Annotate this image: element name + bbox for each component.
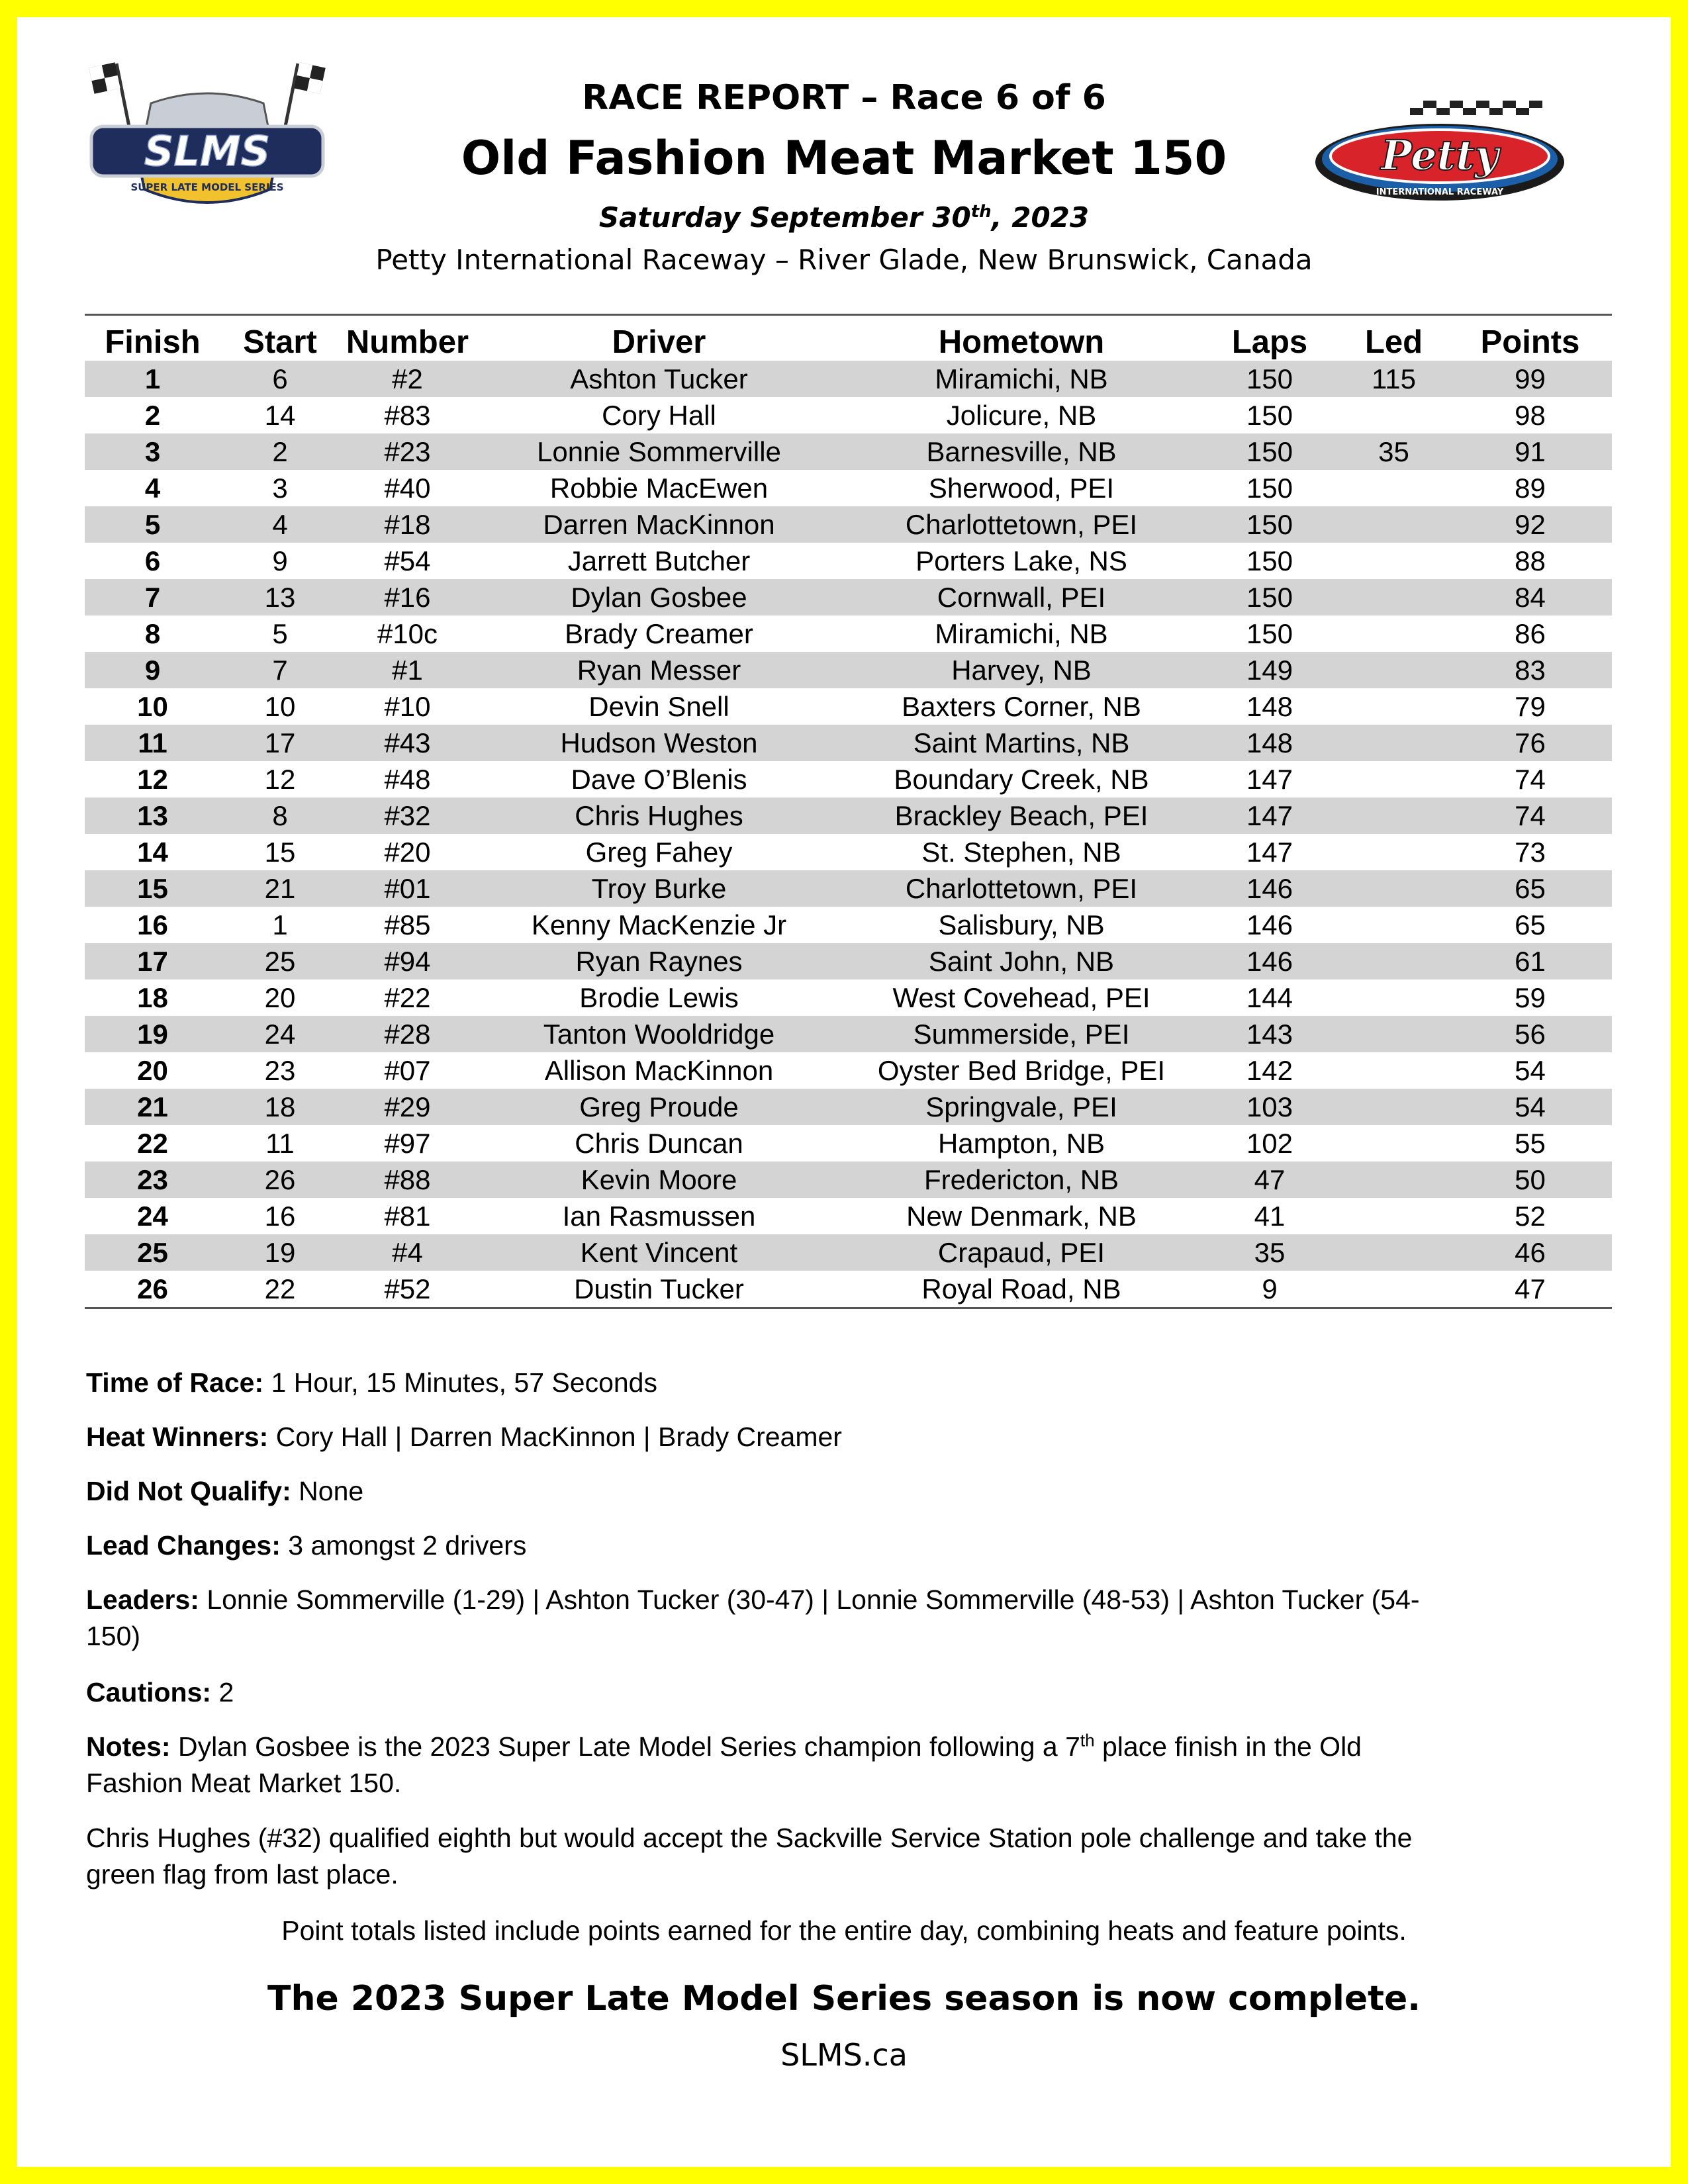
col-laps: Laps: [1231, 324, 1308, 360]
cell-finish: 24: [137, 1201, 168, 1232]
cell-driver: Ryan Messer: [475, 652, 843, 688]
cell-laps: 150: [1200, 433, 1339, 470]
lead-changes: Lead Changes: 3 amongst 2 drivers: [86, 1530, 527, 1561]
heat-winners: Heat Winners: Cory Hall | Darren MacKinnon | Brady Creamer: [86, 1422, 842, 1452]
table-row: [85, 797, 1612, 834]
website-link[interactable]: SLMS.ca: [780, 2037, 908, 2073]
cell-points: 54: [1515, 1055, 1546, 1086]
cell-points: 88: [1515, 545, 1546, 576]
cell-finish: 9: [85, 652, 220, 688]
petty-logo-text: Petty: [1381, 131, 1499, 179]
table-row: [85, 1052, 1612, 1089]
cell-points: 46: [1448, 1234, 1612, 1271]
cell-led: [1339, 1016, 1448, 1052]
cell-driver: Tanton Wooldridge: [475, 1016, 843, 1052]
cell-driver: Greg Proude: [475, 1089, 843, 1125]
cell-laps: 142: [1246, 1055, 1293, 1086]
cell-finish: 5: [85, 506, 220, 543]
race-location: Petty International Raceway – River Glade, New Brunswick, Canada: [375, 244, 1313, 276]
cell-points: 65: [1515, 909, 1546, 940]
cell-number: #10c: [377, 618, 438, 649]
col-number: Number: [346, 324, 469, 360]
table-row: [85, 870, 1612, 907]
table-row: [85, 834, 1612, 870]
cell-led: [1339, 652, 1448, 688]
cell-start: 23: [264, 1055, 296, 1086]
cell-points: 92: [1448, 506, 1612, 543]
cell-start: 11: [265, 1128, 295, 1159]
cell-number: #88: [340, 1161, 475, 1198]
cell-finish: 21: [85, 1089, 220, 1125]
table-row: [85, 943, 1612, 979]
cell-hometown: West Covehead, PEI: [892, 982, 1150, 1013]
cell-laps: 148: [1246, 691, 1293, 722]
cell-hometown: Miramichi, NB: [935, 618, 1108, 649]
cell-start: 16: [264, 1201, 296, 1232]
cell-start: 9: [272, 545, 288, 576]
col-finish: Finish: [105, 324, 201, 360]
col-points: Points: [1480, 324, 1580, 360]
table-row: [85, 1089, 1612, 1125]
cell-points: 98: [1515, 400, 1546, 431]
cell-finish: 16: [137, 909, 168, 940]
table-row: [85, 615, 1612, 652]
cell-points: 74: [1515, 764, 1546, 795]
cell-start: 6: [220, 361, 340, 397]
cell-hometown: Crapaud, PEI: [843, 1234, 1200, 1271]
petty-logo-subtext: INTERNATIONAL RACEWAY: [1376, 187, 1504, 197]
cell-driver: Brady Creamer: [565, 618, 753, 649]
cell-laps: 47: [1200, 1161, 1339, 1198]
cell-start: 7: [220, 652, 340, 688]
cell-hometown: Charlottetown, PEI: [843, 506, 1200, 543]
cell-led: [1339, 1234, 1448, 1271]
table-row: [85, 361, 1612, 397]
cell-finish: 19: [85, 1016, 220, 1052]
cell-led: [1339, 1089, 1448, 1125]
cell-start: 1: [272, 909, 288, 940]
col-led: Led: [1364, 324, 1423, 360]
cell-laps: 146: [1200, 943, 1339, 979]
cell-points: 76: [1448, 725, 1612, 761]
cell-finish: 15: [85, 870, 220, 907]
cell-laps: 146: [1200, 870, 1339, 907]
pole-challenge-note: Chris Hughes (#32) qualified eighth but would accept the Sackville Service Station pole challenge and take the green flag from last place.: [86, 1823, 1413, 1889]
table-row: [85, 470, 1612, 506]
table-row: [85, 1271, 1612, 1308]
table-row: [85, 543, 1612, 579]
leaders: Leaders: Lonnie Sommerville (1-29) | Ashton Tucker (30-47) | Lonnie Sommerville (48-53) | Ashton Tucker (54- 150): [86, 1584, 1420, 1651]
cell-finish: 14: [137, 837, 168, 868]
cell-laps: 148: [1200, 725, 1339, 761]
cell-finish: 25: [85, 1234, 220, 1271]
cell-hometown: Baxters Corner, NB: [902, 691, 1141, 722]
cell-driver: Brodie Lewis: [579, 982, 739, 1013]
cell-hometown: Barnesville, NB: [843, 433, 1200, 470]
cell-start: 21: [220, 870, 340, 907]
cell-laps: 41: [1254, 1201, 1286, 1232]
cell-points: 47: [1515, 1273, 1546, 1304]
cell-finish: 12: [137, 764, 168, 795]
table-row: [85, 1198, 1612, 1234]
cell-led: [1339, 579, 1448, 615]
cell-finish: 4: [144, 473, 161, 504]
cell-number: #32: [340, 797, 475, 834]
cell-led: [1339, 470, 1448, 506]
cell-start: 8: [220, 797, 340, 834]
cell-laps: 150: [1200, 506, 1339, 543]
col-hometown: Hometown: [938, 324, 1105, 360]
cell-driver: Kevin Moore: [475, 1161, 843, 1198]
table-row: [85, 652, 1612, 688]
cell-finish: 3: [85, 433, 220, 470]
cell-start: 20: [264, 982, 296, 1013]
cell-laps: 143: [1200, 1016, 1339, 1052]
cell-driver: Kenny MacKenzie Jr: [531, 909, 787, 940]
points-note: Point totals listed include points earned for the entire day, combining heats and feature points.: [281, 1915, 1407, 1946]
cell-laps: 103: [1200, 1089, 1339, 1125]
cell-points: 65: [1448, 870, 1612, 907]
cell-laps: 147: [1246, 837, 1293, 868]
cell-driver: Darren MacKinnon: [475, 506, 843, 543]
cell-led: [1339, 1198, 1448, 1234]
cell-led: [1339, 1161, 1448, 1198]
cell-laps: 144: [1246, 982, 1293, 1013]
cell-number: #1: [340, 652, 475, 688]
cell-finish: 18: [137, 982, 168, 1013]
table-row: [85, 1161, 1612, 1198]
cell-number: #83: [384, 400, 431, 431]
cell-points: 84: [1448, 579, 1612, 615]
cell-number: #97: [384, 1128, 431, 1159]
cell-hometown: New Denmark, NB: [906, 1201, 1137, 1232]
cell-hometown: Fredericton, NB: [843, 1161, 1200, 1198]
cell-laps: 150: [1200, 579, 1339, 615]
cell-start: 25: [220, 943, 340, 979]
slms-logo-subtext: SUPER LATE MODEL SERIES: [130, 181, 284, 193]
cell-hometown: Cornwall, PEI: [843, 579, 1200, 615]
cell-number: #07: [384, 1055, 431, 1086]
cell-driver: Allison MacKinnon: [544, 1055, 774, 1086]
slms-logo-text: SLMS: [144, 127, 271, 175]
cell-laps: 147: [1200, 797, 1339, 834]
cell-points: 99: [1448, 361, 1612, 397]
cell-driver: Chris Hughes: [475, 797, 843, 834]
cell-start: 13: [220, 579, 340, 615]
cell-hometown: Saint Martins, NB: [843, 725, 1200, 761]
cell-number: #22: [384, 982, 431, 1013]
cell-laps: 150: [1200, 361, 1339, 397]
cell-hometown: Charlottetown, PEI: [843, 870, 1200, 907]
cell-number: #28: [340, 1016, 475, 1052]
table-row: [85, 979, 1612, 1016]
cell-laps: 35: [1200, 1234, 1339, 1271]
cell-start: 5: [272, 618, 288, 649]
cell-led: [1339, 1125, 1448, 1161]
cell-laps: 102: [1246, 1128, 1293, 1159]
cell-number: #20: [384, 837, 431, 868]
cell-number: #18: [340, 506, 475, 543]
cell-number: #54: [384, 545, 431, 576]
cautions: Cautions: 2: [86, 1677, 234, 1707]
cell-led: [1339, 797, 1448, 834]
cell-led: [1339, 688, 1448, 725]
cell-number: #4: [340, 1234, 475, 1271]
cell-led: [1339, 397, 1448, 433]
cell-hometown: Saint John, NB: [843, 943, 1200, 979]
checkered-banner-icon: [1410, 101, 1542, 115]
cell-number: #94: [340, 943, 475, 979]
table-row: [85, 761, 1612, 797]
cell-finish: 13: [85, 797, 220, 834]
cell-number: #85: [384, 909, 431, 940]
table-row: [85, 506, 1612, 543]
cell-start: 26: [220, 1161, 340, 1198]
cell-start: 17: [220, 725, 340, 761]
cell-led: [1339, 761, 1448, 797]
cell-hometown: Oyster Bed Bridge, PEI: [877, 1055, 1166, 1086]
cell-number: #23: [340, 433, 475, 470]
cell-driver: Dave O’Blenis: [571, 764, 747, 795]
table-row: [85, 397, 1612, 433]
cell-laps: 150: [1246, 400, 1293, 431]
cell-start: 10: [264, 691, 296, 722]
cell-led: 115: [1339, 361, 1448, 397]
cell-driver: Kent Vincent: [475, 1234, 843, 1271]
cell-start: 15: [264, 837, 296, 868]
cell-points: 86: [1515, 618, 1546, 649]
time-of-race: Time of Race: 1 Hour, 15 Minutes, 57 Seconds: [86, 1367, 657, 1398]
cell-hometown: Jolicure, NB: [946, 400, 1097, 431]
cell-laps: 150: [1246, 473, 1293, 504]
cell-led: [1339, 943, 1448, 979]
cell-finish: 26: [137, 1273, 168, 1304]
table-row: [85, 1234, 1612, 1271]
cell-start: 18: [220, 1089, 340, 1125]
cell-finish: 8: [144, 618, 161, 649]
cell-driver: Ian Rasmussen: [562, 1201, 756, 1232]
cell-points: 54: [1448, 1089, 1612, 1125]
table-row: [85, 579, 1612, 615]
cell-laps: 149: [1200, 652, 1339, 688]
report-title: RACE REPORT – Race 6 of 6: [582, 78, 1106, 118]
col-driver: Driver: [612, 324, 706, 360]
race-date: Saturday September 30th, 2023: [598, 201, 1090, 234]
table-header-row: [85, 315, 1612, 361]
cell-points: 73: [1515, 837, 1546, 868]
cell-start: 4: [220, 506, 340, 543]
cell-driver: Lonnie Sommerville: [475, 433, 843, 470]
col-start: Start: [243, 324, 317, 360]
cell-led: [1339, 725, 1448, 761]
cell-hometown: Summerside, PEI: [843, 1016, 1200, 1052]
cell-led: [1339, 615, 1448, 652]
cell-start: 2: [220, 433, 340, 470]
cell-led: 35: [1339, 433, 1448, 470]
cell-driver: Dustin Tucker: [574, 1273, 744, 1304]
cell-led: [1339, 1271, 1448, 1308]
checkered-flag-left-icon: [89, 62, 130, 130]
cell-points: 83: [1448, 652, 1612, 688]
cell-driver: Hudson Weston: [475, 725, 843, 761]
cell-start: 14: [264, 400, 296, 431]
table-row: [85, 1125, 1612, 1161]
cell-hometown: Royal Road, NB: [921, 1273, 1121, 1304]
cell-number: #43: [340, 725, 475, 761]
cell-points: 50: [1448, 1161, 1612, 1198]
cell-start: 19: [220, 1234, 340, 1271]
cell-number: #10: [384, 691, 431, 722]
race-name: Old Fashion Meat Market 150: [461, 131, 1227, 185]
cell-finish: 22: [137, 1128, 168, 1159]
cell-laps: 150: [1246, 618, 1293, 649]
cell-driver: Ashton Tucker: [475, 361, 843, 397]
cell-hometown: Hampton, NB: [937, 1128, 1105, 1159]
cell-number: #01: [340, 870, 475, 907]
cell-laps: 147: [1246, 764, 1293, 795]
cell-start: 24: [220, 1016, 340, 1052]
cell-points: 55: [1515, 1128, 1546, 1159]
table-row: [85, 1016, 1612, 1052]
cell-points: 74: [1448, 797, 1612, 834]
cell-points: 61: [1448, 943, 1612, 979]
cell-finish: 17: [85, 943, 220, 979]
cell-points: 79: [1515, 691, 1546, 722]
cell-finish: 2: [144, 400, 161, 431]
table-row: [85, 433, 1612, 470]
cell-hometown: Sherwood, PEI: [928, 473, 1115, 504]
cell-led: [1339, 979, 1448, 1016]
cell-finish: 11: [85, 725, 220, 761]
did-not-qualify: Did Not Qualify: None: [86, 1476, 364, 1506]
cell-hometown: Brackley Beach, PEI: [843, 797, 1200, 834]
cell-number: #81: [384, 1201, 431, 1232]
results-table: [85, 314, 1612, 1309]
cell-hometown: Springvale, PEI: [843, 1089, 1200, 1125]
cell-driver: Ryan Raynes: [475, 943, 843, 979]
season-complete: The 2023 Super Late Model Series season is now complete.: [267, 1979, 1421, 2019]
cell-start: 22: [264, 1273, 296, 1304]
cell-finish: 7: [85, 579, 220, 615]
cell-start: 12: [264, 764, 296, 795]
cell-hometown: Miramichi, NB: [843, 361, 1200, 397]
table-row: [85, 688, 1612, 725]
cell-driver: Troy Burke: [475, 870, 843, 907]
cell-led: [1339, 1052, 1448, 1089]
results-body: [85, 361, 1612, 1308]
cell-led: [1339, 834, 1448, 870]
table-row: [85, 907, 1612, 943]
cell-laps: 9: [1262, 1273, 1278, 1304]
cell-driver: Greg Fahey: [585, 837, 733, 868]
cell-led: [1339, 543, 1448, 579]
cell-points: 52: [1515, 1201, 1546, 1232]
cell-laps: 146: [1246, 909, 1293, 940]
cell-points: 89: [1515, 473, 1546, 504]
cell-driver: Chris Duncan: [575, 1128, 743, 1159]
cell-number: #2: [340, 361, 475, 397]
cell-laps: 150: [1246, 545, 1293, 576]
cell-finish: 1: [85, 361, 220, 397]
cell-led: [1339, 506, 1448, 543]
cell-number: #52: [384, 1273, 431, 1304]
cell-finish: 23: [85, 1161, 220, 1198]
cell-hometown: St. Stephen, NB: [921, 837, 1121, 868]
cell-hometown: Porters Lake, NS: [915, 545, 1127, 576]
cell-led: [1339, 907, 1448, 943]
cell-points: 56: [1448, 1016, 1612, 1052]
cell-driver: Dylan Gosbee: [475, 579, 843, 615]
cell-start: 3: [272, 473, 288, 504]
cell-led: [1339, 870, 1448, 907]
cell-hometown: Salisbury, NB: [938, 909, 1105, 940]
cell-number: #48: [384, 764, 431, 795]
cell-driver: Robbie MacEwen: [549, 473, 769, 504]
cell-number: #29: [340, 1089, 475, 1125]
cell-number: #16: [340, 579, 475, 615]
cell-points: 91: [1448, 433, 1612, 470]
cell-number: #40: [384, 473, 431, 504]
cell-driver: Jarrett Butcher: [567, 545, 751, 576]
cell-finish: 10: [137, 691, 168, 722]
cell-driver: Devin Snell: [588, 691, 729, 722]
cell-hometown: Harvey, NB: [843, 652, 1200, 688]
cell-finish: 6: [144, 545, 161, 576]
cell-points: 59: [1515, 982, 1546, 1013]
notes: Notes: Dylan Gosbee is the 2023 Super Late Model Series champion following a 7th place finish in the Old Fashion Meat Market 150.: [86, 1730, 1362, 1798]
table-row: [85, 725, 1612, 761]
cell-driver: Cory Hall: [602, 400, 716, 431]
cell-hometown: Boundary Creek, NB: [894, 764, 1149, 795]
cell-finish: 20: [137, 1055, 168, 1086]
